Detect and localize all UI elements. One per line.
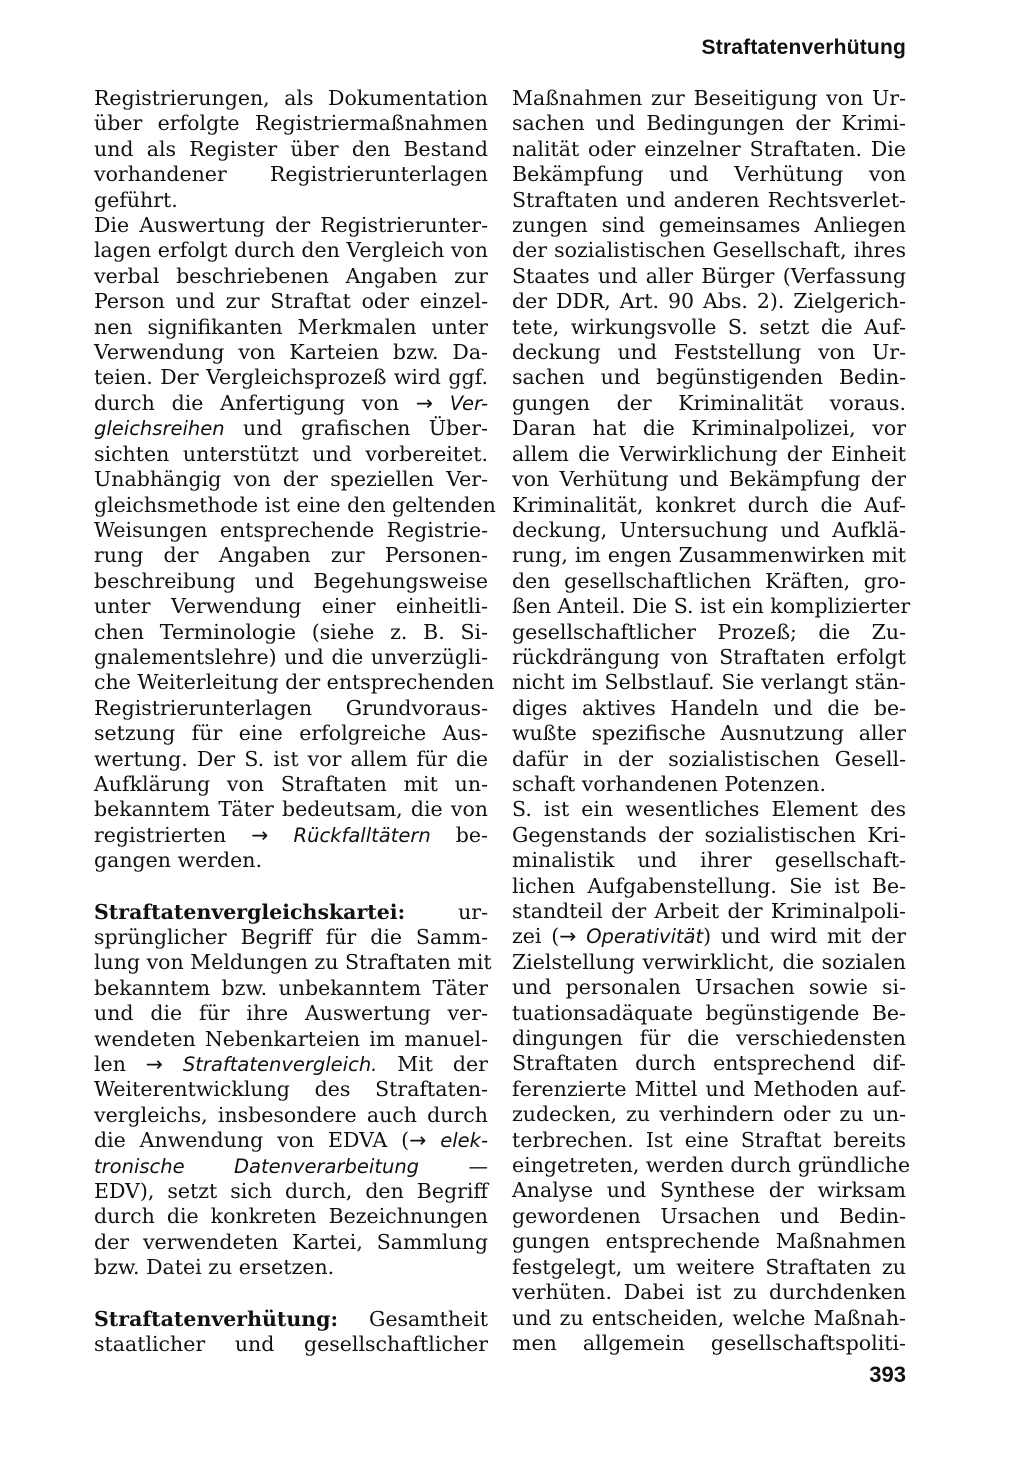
text-line: vorhandener Registrierunterlagen <box>94 162 488 187</box>
text-line: bekanntem Täter bedeutsam, die von <box>94 797 488 822</box>
text-fragment: durch die Anfertigung von <box>94 390 400 415</box>
text-line: wertung. Der S. ist vor allem für die <box>94 746 488 771</box>
text-line: von Verhütung und Bekämpfung der <box>512 467 906 492</box>
text-line: durch die konkreten Bezeichnungen <box>94 1204 488 1229</box>
cross-reference-arrow-icon: → <box>415 390 434 415</box>
text-line: nen signifikanten Merkmalen unter <box>94 314 488 339</box>
text-line: nalität oder einzelner Straftaten. Die <box>512 136 906 161</box>
text-line: verbal beschriebenen Angaben zur <box>94 263 488 288</box>
text-line: gewordenen Ursachen und Bedin- <box>512 1203 906 1228</box>
text-line: lagen erfolgt durch den Vergleich von <box>94 238 488 263</box>
text-line <box>94 900 488 925</box>
text-line: S. ist ein wesentliches Element des <box>512 797 906 822</box>
text-line: ßen Anteil. Die S. ist ein komplizierter <box>512 594 911 619</box>
text-line: che Weiterleitung der entsprechenden <box>94 670 495 695</box>
text-line: rückdrängung von Straftaten erfolgt <box>512 644 906 669</box>
text-fragment: ur- <box>405 899 488 924</box>
text-line: men allgemein gesellschaftspoliti- <box>512 1330 906 1355</box>
text-line: Registrierungen, als Dokumentation <box>94 86 488 110</box>
text-line: Die Auswertung der Registrierunter- <box>94 213 488 238</box>
text-line: vergleichs, insbesondere auch durch <box>94 1102 488 1127</box>
text-line: Staates und aller Bürger (Verfassung <box>512 263 906 288</box>
entry-headword: Straftatenverhütung: <box>94 1306 339 1331</box>
running-title: Straftatenverhütung <box>701 36 906 59</box>
text-line: und personalen Ursachen sowie si- <box>512 975 906 1000</box>
text-line: der DDR, Art. 90 Abs. 2). Zielgerich- <box>512 289 906 314</box>
text-line: Registrierunterlagen Grundvoraus- <box>94 695 488 720</box>
paragraph-evaluation <box>94 213 496 874</box>
cross-reference-link[interactable]: Rückfalltätern <box>293 823 431 847</box>
text-line: sprünglicher Begriff für die Samm- <box>94 925 488 949</box>
text-line: staatlicher und gesellschaftlicher <box>94 1332 488 1357</box>
text-line: der verwendeten Kartei, Sammlung <box>94 1229 488 1254</box>
text-fragment: len <box>94 1052 126 1077</box>
cross-reference-link[interactable]: Straftatenvergleich. <box>182 1053 378 1077</box>
text-line: Kriminalität, konkret durch die Auf- <box>512 492 906 517</box>
text-line: lichen Aufgabenstellung. Sie ist Be- <box>512 873 906 898</box>
text-fragment: die Anwendung von EDVA ( <box>94 1128 410 1153</box>
text-line: und zu entscheiden, welche Maßnah- <box>512 1305 906 1330</box>
text-line: Weiterentwicklung des Straftaten- <box>94 1077 488 1102</box>
cross-reference-arrow-icon: → <box>559 924 577 949</box>
text-line: und als Register über den Bestand <box>94 136 488 161</box>
text-line: tuationsadäquate begünstigende Be- <box>512 1000 906 1025</box>
text-line: teien. Der Vergleichsprozeß wird ggf. <box>94 365 488 390</box>
text-line: Unabhängig von der speziellen Ver- <box>94 467 488 492</box>
text-line: bzw. Datei zu ersetzen. <box>94 1255 335 1280</box>
text-line: wußte spezifische Ausnutzung aller <box>512 721 906 746</box>
text-line: allem die Verwirklichung der Einheit <box>512 441 906 466</box>
cross-reference-link[interactable]: Operativität <box>586 925 704 949</box>
text-fragment: ) und wird mit der <box>703 924 906 949</box>
text-line: bekanntem bzw. unbekanntem Täter <box>94 975 488 1000</box>
text-line <box>94 391 488 416</box>
text-line: gungen der Kriminalität voraus. <box>512 390 906 415</box>
cross-reference-arrow-icon: → <box>251 822 269 847</box>
paragraph-element <box>512 797 911 1356</box>
cross-reference-link[interactable]: gleichsreihen <box>94 417 225 441</box>
text-line: Daran hat die Kriminalpolizei, vor <box>512 416 906 441</box>
text-line: Gegenstands der sozialistischen Kri- <box>512 822 906 847</box>
text-line: minalistik und ihrer gesellschaft- <box>512 848 906 873</box>
cross-reference-link[interactable]: elek- <box>440 1129 488 1153</box>
cross-reference-arrow-icon: → <box>145 1052 163 1077</box>
text-line: sichten unterstützt und vorbereitet. <box>94 441 488 466</box>
text-line <box>94 416 488 441</box>
text-line: zungen sind gemeinsames Anliegen <box>512 213 906 238</box>
text-line: rung der Angaben zur Personen- <box>94 543 488 568</box>
text-line: unter Verwendung einer einheitli- <box>94 594 488 619</box>
text-line: diges aktives Handeln und die be- <box>512 695 906 720</box>
text-line: Analyse und Synthese der wirksam <box>512 1178 906 1203</box>
text-line: Straftaten und anderen Rechtsverlet- <box>512 187 906 212</box>
text-line <box>512 924 906 949</box>
text-line: sachen und begünstigenden Bedin- <box>512 365 906 390</box>
cross-reference-arrow-icon: → <box>409 1128 427 1153</box>
entry-straftatenvergleichskartei <box>94 899 492 1281</box>
cross-reference-link[interactable]: tronische Datenverarbeitung — <box>94 1154 488 1178</box>
text-line <box>94 1052 488 1077</box>
text-line: Person und zur Straftat oder einzel- <box>94 289 488 314</box>
text-line: dafür in der sozialistischen Gesell- <box>512 746 906 771</box>
text-line: Maßnahmen zur Beseitigung von Ur- <box>512 86 906 110</box>
text-line <box>94 1154 488 1179</box>
text-fragment: registrierten <box>94 822 227 847</box>
entry-straftatenverhuetung <box>94 1307 488 1358</box>
text-line: ferenzierte Mittel und Methoden auf- <box>512 1076 906 1101</box>
text-line: rung, im engen Zusammenwirken mit <box>512 543 906 568</box>
text-fragment: und grafischen Über- <box>224 416 488 441</box>
text-line <box>94 1128 488 1153</box>
text-line: gangen werden. <box>94 848 262 873</box>
text-line: eingetreten, werden durch gründliche <box>512 1153 911 1178</box>
text-line <box>94 1307 488 1332</box>
text-line: Aufklärung von Straftaten mit un- <box>94 771 488 796</box>
text-line: schaft vorhandenen Potenzen. <box>512 771 826 796</box>
text-line: verhüten. Dabei ist zu durchdenken <box>512 1280 906 1305</box>
text-line: nicht im Selbstlauf. Sie verlangt stän- <box>512 670 906 695</box>
entry-headword: Straftatenvergleichskartei: <box>94 899 406 924</box>
text-line: deckung, Untersuchung und Aufklä- <box>512 517 906 542</box>
text-line: gesellschaftlicher Prozeß; die Zu- <box>512 619 906 644</box>
left-column <box>94 86 496 1358</box>
text-line: wendeten Nebenkarteien im manuel- <box>94 1026 488 1051</box>
text-line: den gesellschaftlichen Kräften, gro- <box>512 568 906 593</box>
text-line: beschreibung und Begehungsweise <box>94 568 488 593</box>
text-line: gungen entsprechende Maßnahmen <box>512 1229 906 1254</box>
text-line: terbrechen. Ist eine Straftat bereits <box>512 1127 906 1152</box>
cross-reference-link[interactable]: Ver- <box>449 391 488 415</box>
text-line: EDV), setzt sich durch, den Begriff <box>94 1179 488 1204</box>
text-line: Weisungen entsprechende Registrie- <box>94 517 488 542</box>
text-fragment: zei ( <box>512 924 560 949</box>
text-line: geführt. <box>94 187 178 212</box>
text-line: dingungen für die verschiedensten <box>512 1026 906 1051</box>
paragraph-measures <box>512 86 911 797</box>
text-line <box>94 823 488 848</box>
text-line: lung von Meldungen zu Straftaten mit <box>94 950 492 975</box>
text-fragment: be- <box>430 822 488 847</box>
text-line: gleichsmethode ist eine den geltenden <box>94 492 496 517</box>
text-line: standteil der Arbeit der Kriminalpoli- <box>512 899 906 923</box>
paragraph-registration-end <box>94 86 488 213</box>
text-line: deckung und Feststellung von Ur- <box>512 340 906 365</box>
text-line: chen Terminologie (siehe z. B. Si- <box>94 619 488 644</box>
text-line: Bekämpfung und Verhütung von <box>512 162 906 187</box>
text-line: sachen und Bedingungen der Krimi- <box>512 111 906 136</box>
text-line: Verwendung von Karteien bzw. Da- <box>94 340 488 365</box>
text-fragment: Mit der <box>377 1052 488 1077</box>
text-fragment: Gesamtheit <box>338 1306 488 1331</box>
text-line: Zielstellung verwirklicht, die sozialen <box>512 949 906 974</box>
text-line: der sozialistischen Gesellschaft, ihres <box>512 238 906 263</box>
right-column <box>512 86 911 1356</box>
page-number: 393 <box>869 1362 906 1387</box>
text-line: zudecken, zu verhindern oder zu un- <box>512 1102 906 1127</box>
text-line: tete, wirkungsvolle S. setzt die Auf- <box>512 314 906 339</box>
text-line: festgelegt, um weitere Straftaten zu <box>512 1254 906 1279</box>
text-line: Straftaten durch entsprechend dif- <box>512 1051 906 1076</box>
text-line: über erfolgte Registriermaßnahmen <box>94 111 488 136</box>
text-line: gnalementslehre) und die unverzügli- <box>94 644 488 669</box>
text-line: und die für ihre Auswertung ver- <box>94 1001 488 1026</box>
text-line: setzung für eine erfolgreiche Aus- <box>94 721 488 746</box>
